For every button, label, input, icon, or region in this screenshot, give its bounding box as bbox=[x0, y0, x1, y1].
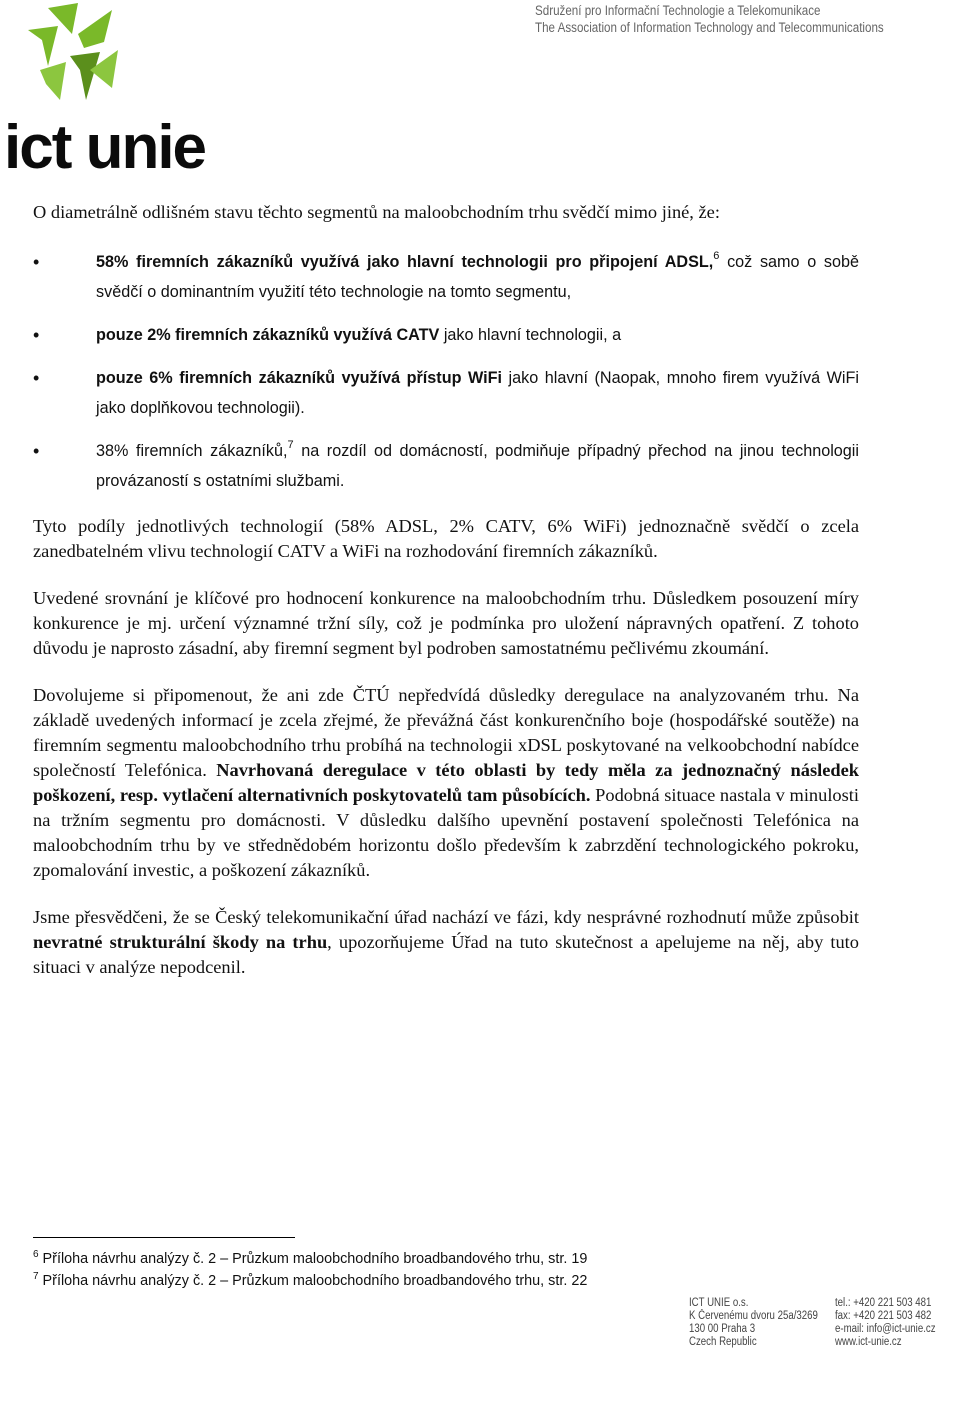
footnote-ref: 7 bbox=[287, 439, 294, 451]
footnotes bbox=[33, 1248, 587, 1292]
footnote-item bbox=[33, 1270, 587, 1292]
paragraph-conclusion bbox=[33, 905, 859, 980]
bullet-item bbox=[33, 320, 859, 350]
document-body bbox=[33, 200, 859, 980]
intro-paragraph: O diametrálně odlišném stavu těchto segmentů na maloobchodním trhu svědčí mimo jiné, že: bbox=[33, 202, 720, 222]
paragraph-bold-text: Navrhovaná deregulace v této oblasti by tedy měla za jednoznačný následek poškození, resp. vytlačení alternativních poskytovatelů tam působících. bbox=[33, 760, 860, 805]
bullet-item bbox=[33, 363, 859, 423]
footnote-item bbox=[33, 1248, 587, 1270]
paragraph-text: Dovolujeme si připomenout, že ani zde ČTÚ nepředvídá důsledky deregulace na analyzovaném trhu. Na základě uvedených informací je zcela zřejmé, že převážná část konkurenčního boje (hospodářské soutěže) na firemním segmentu maloobchodního trhu probíhá na technologii xDSL poskytované na velkoobchodní nabídce společností Telefónica. bbox=[33, 685, 859, 780]
bullet-text: jako hlavní technologii, a bbox=[439, 326, 622, 344]
footer-contact bbox=[835, 1297, 955, 1349]
footnote-text: Příloha návrhu analýzy č. 2 – Průzkum maloobchodního broadbandového trhu, str. 19 bbox=[38, 1251, 588, 1267]
footer-line: Czech Republic bbox=[689, 1336, 757, 1348]
bullet-list bbox=[33, 247, 859, 496]
bullet-dot-icon: • bbox=[33, 441, 40, 461]
org-name-english: The Association of Information Technology and Telecommunications bbox=[534, 20, 884, 35]
ict-unie-logo bbox=[0, 0, 206, 182]
paragraph-comparison: Uvedené srovnání je klíčové pro hodnocení konkurence na maloobchodním trhu. Důsledkem posouzení míry konkurence je mj. určení významné tržní síly, což je podmínka pro uložení nápravných opatření. Z tohoto důvodu je naprosto zásadní, aby firemní segment byl podroben samostatnému pečlivému zkoumání. bbox=[33, 588, 859, 658]
paragraph-text: , upozorňujeme Úřad na tuto skutečnost a apelujeme na něj, aby tuto situaci v analýze nepodcenil. bbox=[33, 932, 859, 977]
footnote-text: Příloha návrhu analýzy č. 2 – Průzkum maloobchodního broadbandového trhu, str. 22 bbox=[38, 1273, 588, 1289]
organization-header bbox=[535, 2, 941, 36]
logo-text: ict unie bbox=[4, 113, 206, 182]
footnote-number: 6 bbox=[33, 1249, 39, 1260]
bullet-text: 38% firemních zákazníků, bbox=[96, 442, 288, 460]
bullet-item bbox=[33, 436, 859, 496]
paragraph-bold-text: nevratné strukturální škody na trhu bbox=[33, 932, 328, 952]
org-name-czech: Sdružení pro Informační Technologie a Telekomunikace bbox=[534, 3, 820, 18]
bullet-dot-icon: • bbox=[33, 252, 40, 272]
footer-address bbox=[689, 1297, 842, 1349]
bullet-bold-text: pouze 2% firemních zákazníků využívá CATV bbox=[96, 326, 440, 344]
footer-line: K Červenému dvoru 25a/3269 bbox=[689, 1310, 818, 1322]
footer-line: 130 00 Praha 3 bbox=[689, 1323, 756, 1335]
paragraph-shares: Tyto podíly jednotlivých technologií (58% ADSL, 2% CATV, 6% WiFi) jednoznačně svědčí o zcela zanedbatelném vlivu technologií CATV a WiFi na rozhodování firemních zákazníků. bbox=[33, 516, 859, 561]
bullet-item bbox=[33, 247, 859, 307]
bullet-text: což samo o sobě svědčí o dominantním využití této technologie na tomto segmentu, bbox=[96, 253, 860, 301]
footnote-number: 7 bbox=[33, 1271, 39, 1282]
footer-fax: fax: +420 221 503 482 bbox=[835, 1310, 932, 1322]
paragraph-text: Jsme přesvědčeni, že se Český telekomunikační úřad nachází ve fázi, kdy nesprávné rozhodnutí může způsobit bbox=[33, 907, 859, 927]
paragraph-deregulation bbox=[33, 683, 859, 883]
bullet-text: na rozdíl od domácností, podmiňuje případný přechod na jinou technologii provázaností s ostatními službami. bbox=[96, 442, 859, 490]
paragraph-text: Podobná situace nastala v minulosti na tržním segmentu pro domácnosti. V důsledku dalšího upevnění postavení společnosti Telefónica na maloobchodním trhu by ve střednědobém horizontu došlo především k zabrzdění technologického pokroku, zpomalování investic, a poškození zákazníků. bbox=[33, 785, 860, 880]
footnote-ref: 6 bbox=[713, 250, 720, 262]
logo-arrows-graphic bbox=[28, 3, 118, 100]
bullet-dot-icon: • bbox=[33, 325, 40, 345]
footnote-divider bbox=[33, 1237, 295, 1238]
footer-website[interactable]: www.ict-unie.cz bbox=[835, 1336, 902, 1348]
footer-line: ICT UNIE o.s. bbox=[689, 1297, 749, 1309]
bullet-bold-text: pouze 6% firemních zákazníků využívá přístup WiFi bbox=[96, 369, 503, 387]
bullet-dot-icon: • bbox=[33, 368, 40, 388]
footer-email[interactable]: e-mail: info@ict-unie.cz bbox=[835, 1323, 936, 1335]
bullet-bold-text: 58% firemních zákazníků využívá jako hlavní technologii pro připojení ADSL, bbox=[96, 253, 714, 271]
bullet-text: jako hlavní (Naopak, mnoho firem využívá WiFi jako doplňkovou technologii). bbox=[96, 369, 859, 417]
footer-phone: tel.: +420 221 503 481 bbox=[835, 1297, 932, 1309]
